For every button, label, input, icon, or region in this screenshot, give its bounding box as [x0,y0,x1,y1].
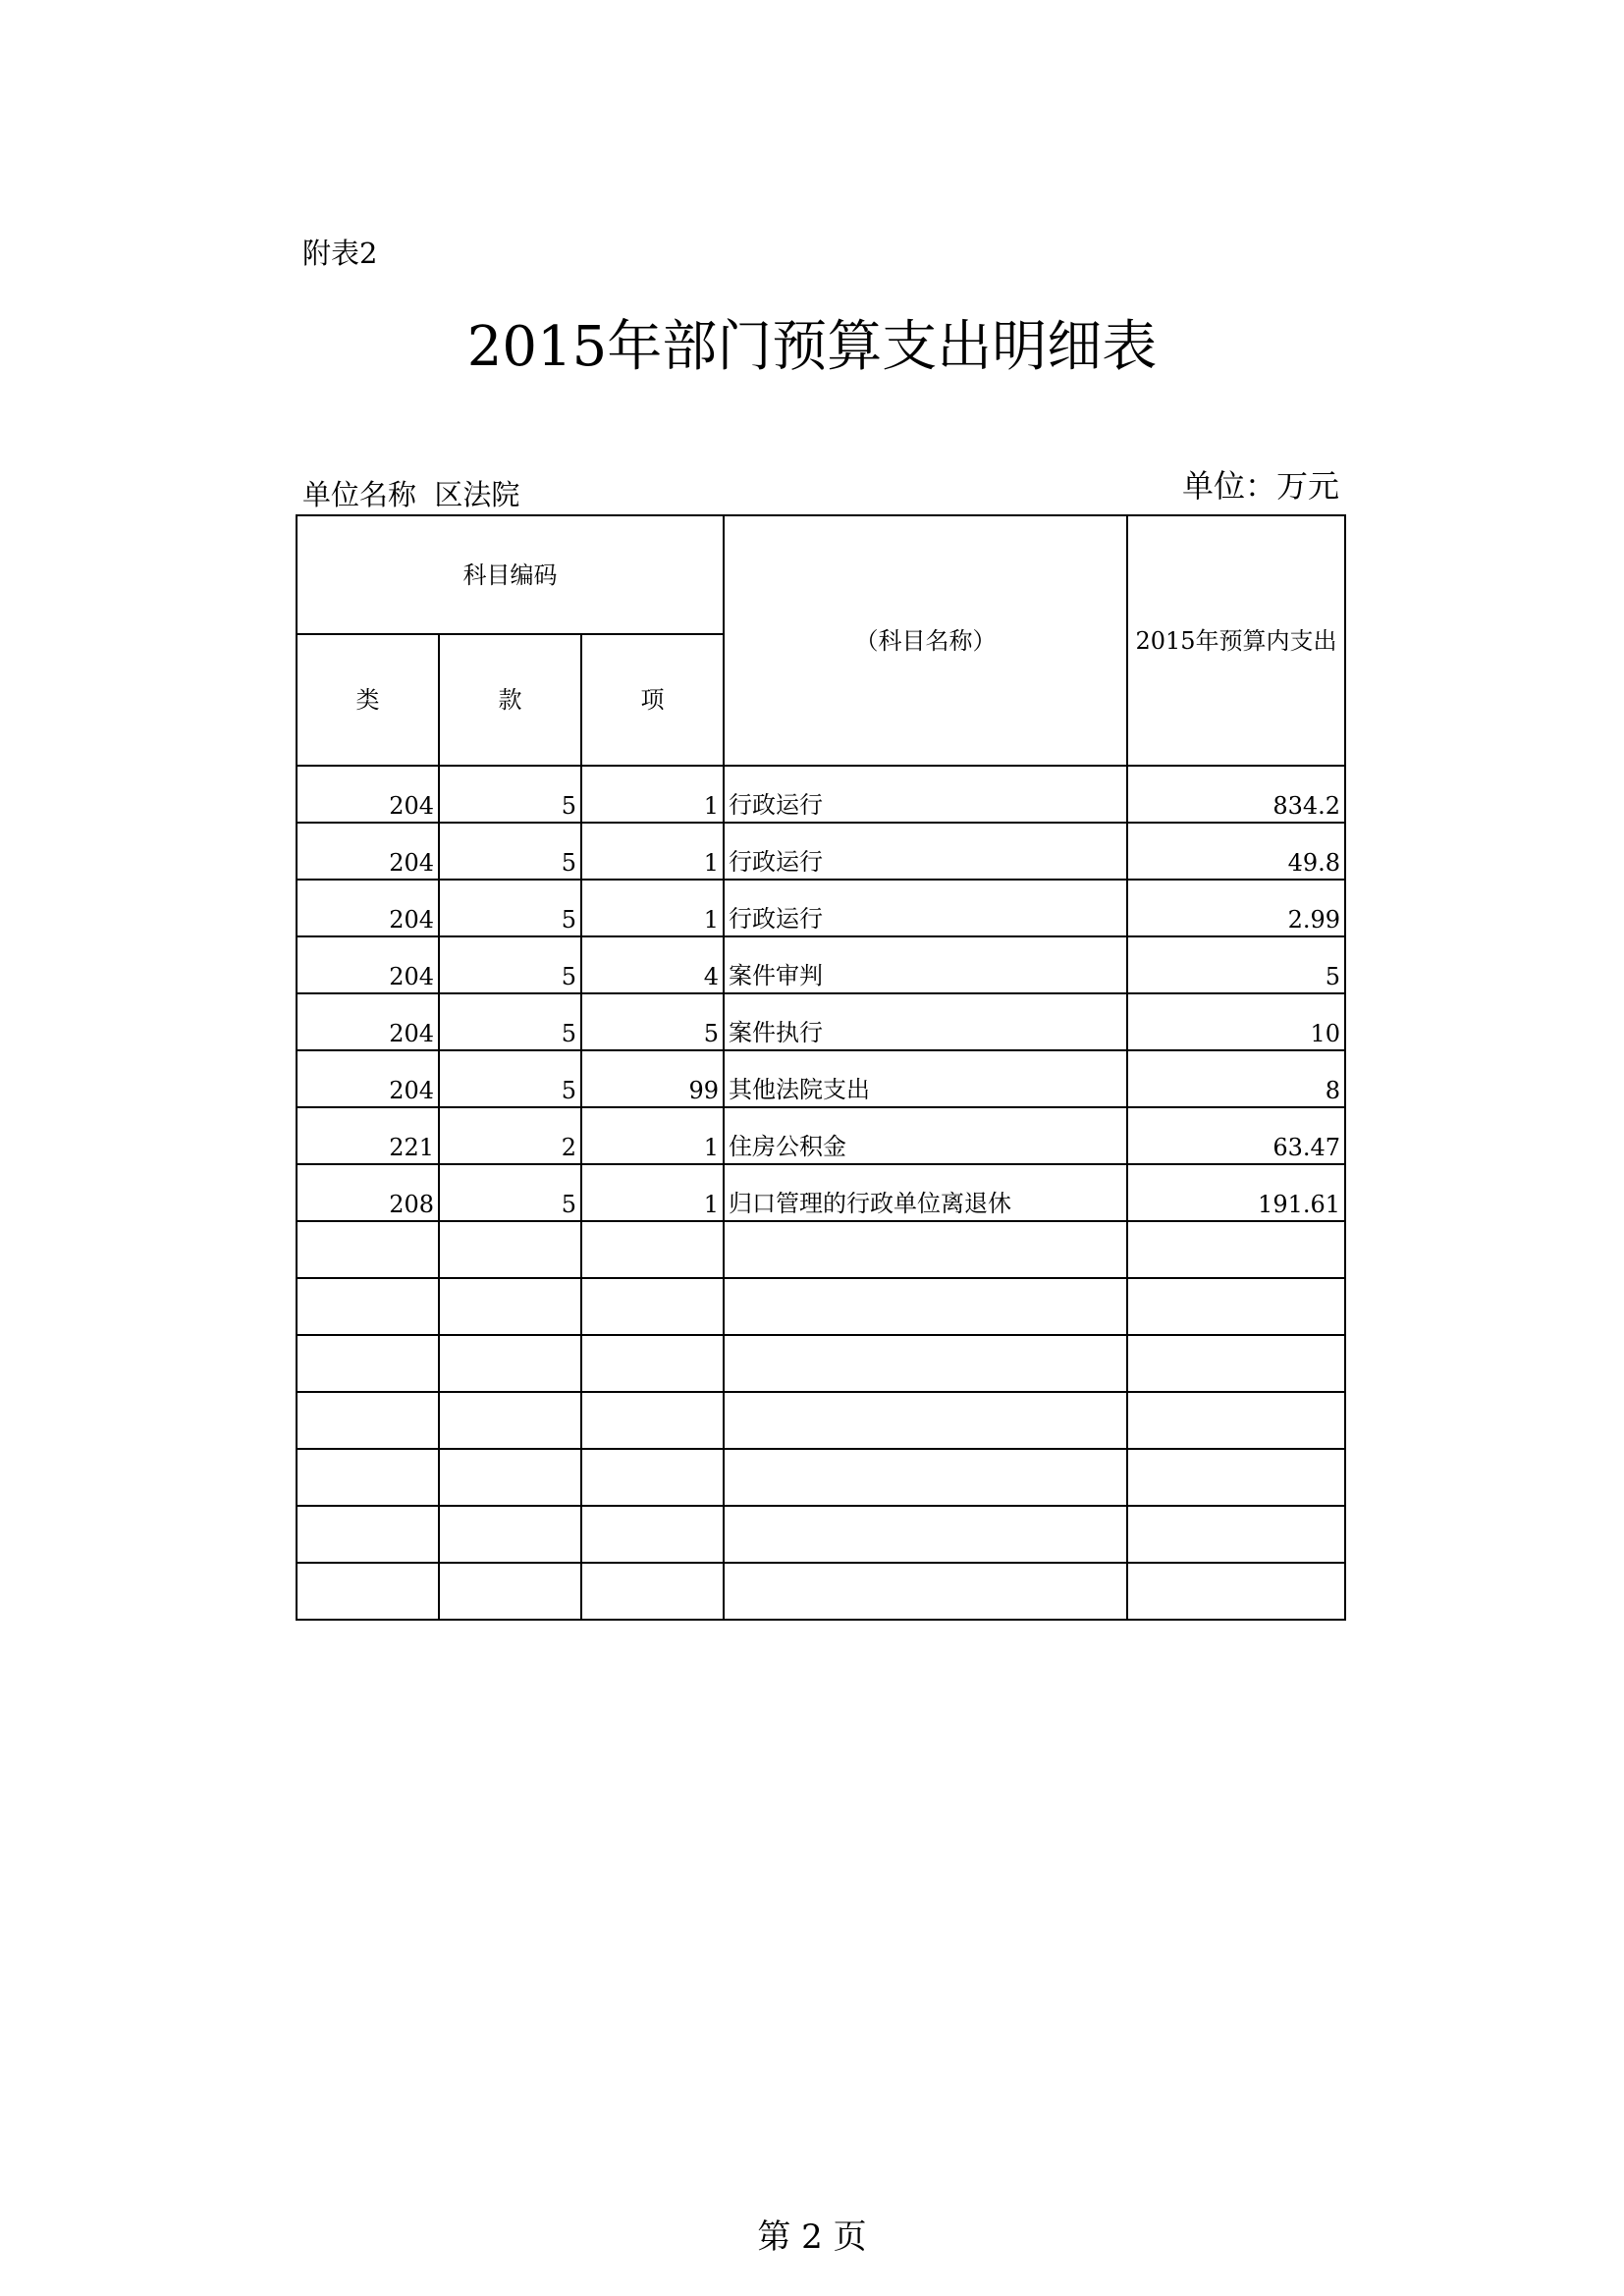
cell-section: 5 [439,993,581,1050]
cell-amount [1127,1506,1345,1563]
cell-section [439,1278,581,1335]
cell-category [297,1449,439,1506]
table-row [297,1563,1345,1620]
cell-item [581,1506,724,1563]
cell-amount: 8 [1127,1050,1345,1107]
cell-section: 5 [439,936,581,993]
cell-item: 1 [581,823,724,880]
table-row [297,936,1345,993]
header-budget-amount: 2015年预算内支出 [1127,515,1345,766]
document-title: 2015年部门预算支出明细表 [466,315,1158,379]
cell-subject-name [724,1449,1127,1506]
cell-amount [1127,1335,1345,1392]
table-row [297,1164,1345,1221]
cell-item: 4 [581,936,724,993]
cell-section [439,1221,581,1278]
cell-amount [1127,1392,1345,1449]
cell-category [297,1563,439,1620]
cell-category: 204 [297,823,439,880]
cell-amount: 63.47 [1127,1107,1345,1164]
cell-section [439,1449,581,1506]
header-subject-code: 科目编码 [297,515,724,634]
cell-section [439,1335,581,1392]
table-row [297,823,1345,880]
cell-amount: 5 [1127,936,1345,993]
table-row [297,880,1345,936]
cell-item [581,1563,724,1620]
cell-item: 1 [581,880,724,936]
cell-section: 5 [439,1164,581,1221]
cell-category: 204 [297,936,439,993]
table-row [297,1335,1345,1392]
cell-amount: 2.99 [1127,880,1345,936]
unit-name: 单位名称 区法院 [302,478,520,511]
cell-category: 204 [297,993,439,1050]
cell-category: 204 [297,1050,439,1107]
cell-category [297,1506,439,1563]
cell-subject-name [724,1335,1127,1392]
table-row [297,1449,1345,1506]
cell-item [581,1278,724,1335]
cell-category [297,1392,439,1449]
cell-item [581,1449,724,1506]
cell-subject-name: 住房公积金 [724,1107,1127,1164]
budget-expense-table [296,514,1346,1621]
cell-subject-name: 行政运行 [724,823,1127,880]
cell-amount [1127,1278,1345,1335]
cell-section [439,1392,581,1449]
header-row-1 [297,515,1345,634]
cell-category: 221 [297,1107,439,1164]
cell-item: 5 [581,993,724,1050]
appendix-label: 附表2 [302,237,378,270]
table-row [297,1221,1345,1278]
header-section: 款 [439,634,581,766]
cell-item: 1 [581,766,724,823]
cell-subject-name [724,1506,1127,1563]
table-row [297,1107,1345,1164]
cell-section: 5 [439,880,581,936]
cell-amount: 834.2 [1127,766,1345,823]
cell-subject-name: 案件执行 [724,993,1127,1050]
header-category: 类 [297,634,439,766]
cell-category [297,1278,439,1335]
cell-item [581,1335,724,1392]
cell-category [297,1335,439,1392]
cell-item [581,1221,724,1278]
cell-category: 204 [297,880,439,936]
cell-subject-name: 其他法院支出 [724,1050,1127,1107]
cell-amount [1127,1221,1345,1278]
cell-section: 5 [439,823,581,880]
cell-subject-name: 行政运行 [724,766,1127,823]
cell-section: 5 [439,766,581,823]
header-item: 项 [581,634,724,766]
header-subject-name: （科目名称） [724,515,1127,766]
cell-amount: 10 [1127,993,1345,1050]
cell-category: 208 [297,1164,439,1221]
cell-amount: 49.8 [1127,823,1345,880]
cell-subject-name [724,1563,1127,1620]
cell-category [297,1221,439,1278]
cell-amount [1127,1563,1345,1620]
table-row [297,1050,1345,1107]
table-row [297,1278,1345,1335]
cell-subject-name [724,1278,1127,1335]
cell-section [439,1563,581,1620]
cell-subject-name: 归口管理的行政单位离退休 [724,1164,1127,1221]
table-row [297,993,1345,1050]
unit-measure: 单位：万元 [1181,467,1339,505]
cell-amount: 191.61 [1127,1164,1345,1221]
table-row [297,1392,1345,1449]
cell-item: 99 [581,1050,724,1107]
cell-section [439,1506,581,1563]
cell-category: 204 [297,766,439,823]
table-row [297,1506,1345,1563]
cell-item: 1 [581,1164,724,1221]
cell-amount [1127,1449,1345,1506]
cell-subject-name: 行政运行 [724,880,1127,936]
cell-subject-name [724,1221,1127,1278]
cell-section: 2 [439,1107,581,1164]
cell-section: 5 [439,1050,581,1107]
cell-item [581,1392,724,1449]
page-number: 第 2 页 [757,2217,867,2257]
cell-subject-name [724,1392,1127,1449]
cell-item: 1 [581,1107,724,1164]
cell-subject-name: 案件审判 [724,936,1127,993]
table-row [297,766,1345,823]
